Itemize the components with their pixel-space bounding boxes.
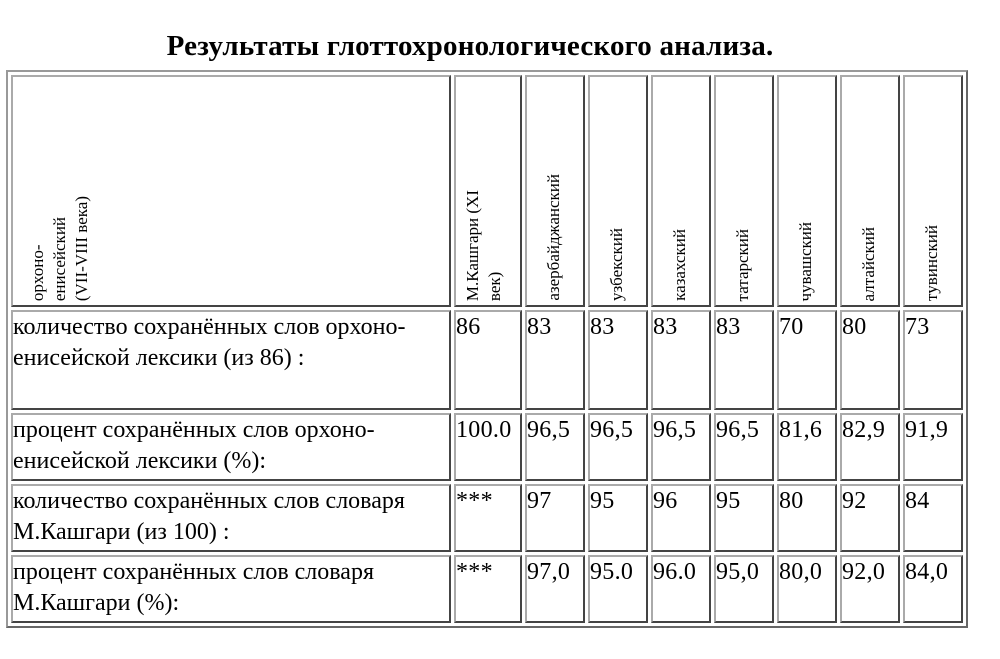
table-cell: ***	[454, 484, 522, 552]
header-cell-azerbaijani	[525, 75, 585, 307]
table-row	[11, 413, 963, 481]
table-cell: 96	[651, 484, 711, 552]
table-cell: 83	[588, 310, 648, 410]
table-cell: 83	[525, 310, 585, 410]
header-label: орхоно- енисейский (VII-VIII века)	[28, 195, 91, 301]
table-cell: ***	[454, 555, 522, 623]
table-cell: 83	[714, 310, 774, 410]
table-cell: 96,5	[588, 413, 648, 481]
table-cell: 73	[903, 310, 963, 410]
header-cell-orkhon	[11, 75, 451, 307]
row-label: количество сохранённых слов орхоно-енисейской лексики (из 86) :	[11, 310, 451, 410]
table-cell: 83	[651, 310, 711, 410]
header-cell-tatar	[714, 75, 774, 307]
header-label: алтайский	[859, 226, 878, 301]
table-cell: 96,5	[525, 413, 585, 481]
header-cell-kashgari	[454, 75, 522, 307]
table-cell: 97,0	[525, 555, 585, 623]
header-cell-tuvan	[903, 75, 963, 307]
table-cell: 81,6	[777, 413, 837, 481]
table-row	[11, 555, 963, 623]
table-cell: 95	[714, 484, 774, 552]
table-cell: 100.0	[454, 413, 522, 481]
table-cell: 91,9	[903, 413, 963, 481]
table-cell: 84	[903, 484, 963, 552]
header-cell-altai	[840, 75, 900, 307]
table-cell: 80	[840, 310, 900, 410]
row-label: процент сохранённых слов орхоно-енисейской лексики (%):	[11, 413, 451, 481]
header-row	[11, 75, 963, 307]
table-cell: 92,0	[840, 555, 900, 623]
table-cell: 80	[777, 484, 837, 552]
header-label: М.Кашгари (XI век)	[463, 189, 504, 301]
table-row	[11, 310, 963, 410]
header-cell-uzbek	[588, 75, 648, 307]
header-label: азербайджанский	[544, 174, 563, 301]
table-cell: 86	[454, 310, 522, 410]
table-cell: 97	[525, 484, 585, 552]
table-cell: 95,0	[714, 555, 774, 623]
header-label: узбекский	[607, 227, 626, 301]
results-table	[6, 70, 968, 628]
table-cell: 70	[777, 310, 837, 410]
table-row	[11, 484, 963, 552]
table-cell: 96,5	[651, 413, 711, 481]
table-cell: 84,0	[903, 555, 963, 623]
row-label: количество сохранённых слов словаря М.Кашгари (из 100) :	[11, 484, 451, 552]
header-cell-chuvash	[777, 75, 837, 307]
table-cell: 82,9	[840, 413, 900, 481]
header-cell-kazakh	[651, 75, 711, 307]
header-label: казахский	[670, 229, 689, 301]
header-label: татарский	[733, 228, 752, 301]
table-cell: 96,5	[714, 413, 774, 481]
table-cell: 95	[588, 484, 648, 552]
header-label: чувашский	[796, 221, 815, 301]
table-cell: 95.0	[588, 555, 648, 623]
table-cell: 80,0	[777, 555, 837, 623]
header-label: тувинский	[922, 225, 941, 301]
row-label: процент сохранённых слов словаря М.Кашгари (%):	[11, 555, 451, 623]
table-cell: 96.0	[651, 555, 711, 623]
table-cell: 92	[840, 484, 900, 552]
table-title: Результаты глоттохронологического анализа.	[166, 30, 774, 62]
